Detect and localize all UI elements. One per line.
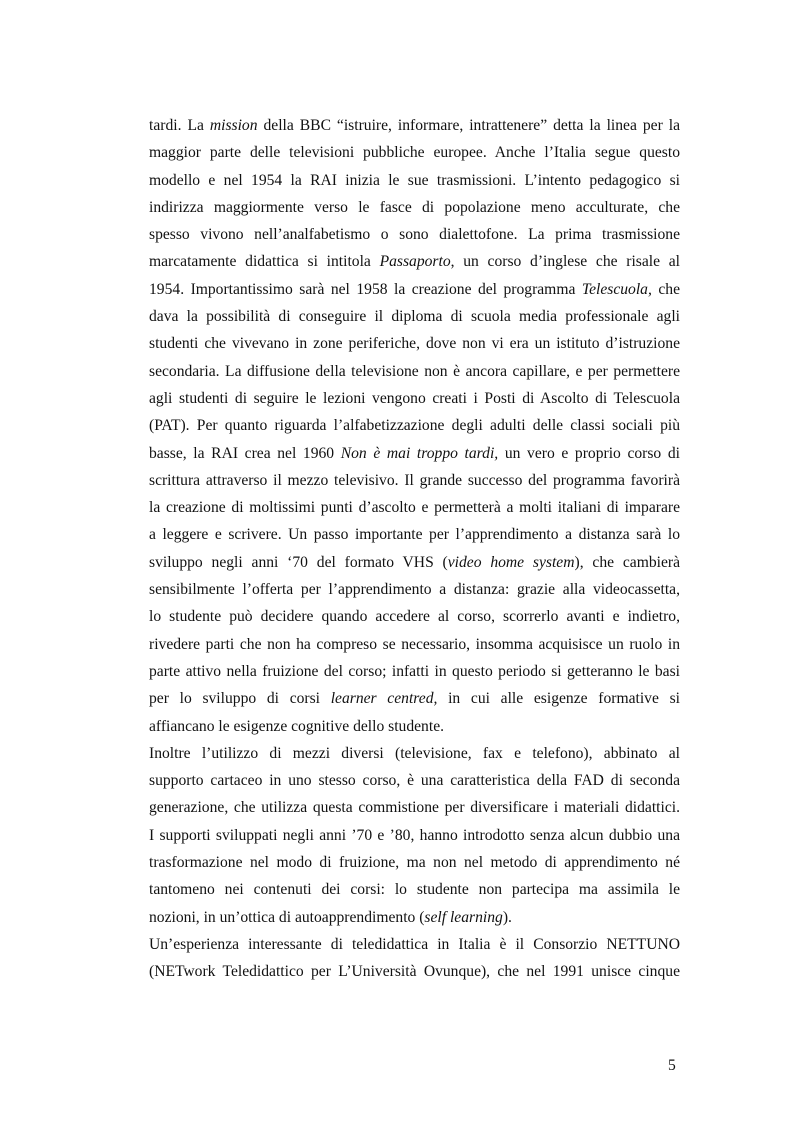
text-run: parte attivo nella fruizione del corso; infatti in questo periodo si getteranno le basi bbox=[149, 662, 680, 680]
text-run: rivedere parti che non ha compreso se necessario, insomma acquisisce un ruolo in bbox=[149, 635, 680, 653]
text-line bbox=[149, 576, 680, 603]
text-line bbox=[149, 330, 680, 357]
text-run: tantomeno nei contenuti dei corsi: lo studente non partecipa ma assimila le bbox=[149, 881, 680, 899]
text-line bbox=[149, 658, 680, 685]
text-line bbox=[149, 494, 680, 521]
text-run: indirizza maggiormente verso le fasce di popolazione meno acculturate, che bbox=[149, 198, 680, 216]
italic-phrase: self learning bbox=[424, 908, 503, 926]
italic-phrase: mission bbox=[209, 117, 258, 134]
text-run: Inoltre l’utilizzo di mezzi diversi (televisione, fax e telefono), abbinato al bbox=[149, 744, 680, 762]
text-run: generazione, che utilizza questa commistione per diversificare i materiali didattici. bbox=[149, 799, 680, 817]
text-run: in cui alle esigenze formative si bbox=[437, 690, 680, 708]
text-line bbox=[149, 767, 680, 794]
text-run: sviluppo negli anni ‘70 del formato VHS ( bbox=[149, 553, 448, 571]
text-run: tardi. La bbox=[149, 117, 210, 134]
text-run: Un’esperienza interessante di teledidattica in Italia è il Consorzio NETTUNO bbox=[149, 935, 680, 953]
text-run: supporto cartaceo in uno stesso corso, è una caratteristica della FAD di seconda bbox=[149, 772, 680, 790]
text-line bbox=[149, 631, 680, 658]
text-line bbox=[149, 276, 680, 303]
text-run: un vero e proprio corso di bbox=[498, 444, 680, 462]
italic-phrase: Passaporto bbox=[379, 253, 451, 271]
text-line bbox=[149, 822, 680, 849]
text-line bbox=[149, 958, 680, 985]
text-run: che bbox=[651, 280, 680, 298]
text-run: agli studenti di seguire le lezioni vengono creati i Posti di Ascolto di Telescuola bbox=[149, 389, 680, 407]
text-line bbox=[149, 467, 680, 494]
text-line bbox=[149, 713, 680, 740]
text-run: studenti che vivevano in zone periferiche, dove non vi era un istituto d’istruzione bbox=[149, 335, 680, 353]
text-line bbox=[149, 221, 680, 248]
italic-phrase: Non è mai troppo tardi, bbox=[340, 444, 499, 462]
text-run: trasformazione nel modo di fruizione, ma non nel metodo di apprendimento né bbox=[149, 854, 680, 872]
text-line bbox=[149, 112, 680, 139]
text-line bbox=[149, 303, 680, 330]
text-run: maggior parte delle televisioni pubbliche europee. Anche l’Italia segue questo bbox=[149, 144, 680, 162]
text-line bbox=[149, 194, 680, 221]
text-line bbox=[149, 685, 680, 712]
text-run: marcatamente didattica si intitola bbox=[149, 253, 380, 271]
text-run: modello e nel 1954 la RAI inizia le sue trasmissioni. L’intento pedagogico si bbox=[149, 171, 680, 189]
text-run: secondaria. La diffusione della televisione non è ancora capillare, e per permettere bbox=[149, 362, 680, 380]
text-line bbox=[149, 167, 680, 194]
text-line bbox=[149, 740, 680, 767]
text-run: per lo sviluppo di corsi bbox=[149, 690, 331, 708]
text-line bbox=[149, 904, 680, 931]
text-run: ), che cambierà bbox=[574, 553, 680, 571]
text-run: basse, la RAI crea nel 1960 bbox=[149, 444, 341, 462]
text-run: 1954. Importantissimo sarà nel 1958 la creazione del programma bbox=[149, 280, 582, 298]
text-run: ). bbox=[502, 908, 512, 926]
italic-phrase: Telescuola, bbox=[581, 280, 652, 298]
text-line bbox=[149, 603, 680, 630]
text-line bbox=[149, 549, 680, 576]
text-line bbox=[149, 849, 680, 876]
text-run: a leggere e scrivere. Un passo importante per l’apprendimento a distanza sarà lo bbox=[149, 526, 680, 544]
document-body bbox=[149, 112, 680, 986]
text-run: scrittura attraverso il mezzo televisivo. Il grande successo del programma favorirà bbox=[149, 471, 680, 489]
text-line bbox=[149, 440, 680, 467]
text-run: della BBC “istruire, informare, intrattenere” detta la linea per la bbox=[257, 117, 680, 134]
text-run: lo studente può decidere quando accedere al corso, scorrerlo avanti e indietro, bbox=[149, 608, 680, 626]
text-run: (PAT). Per quanto riguarda l’alfabetizzazione degli adulti delle classi sociali più bbox=[149, 417, 680, 435]
text-run: spesso vivono nell’analfabetismo o sono dialettofone. La prima trasmissione bbox=[149, 226, 680, 244]
text-line bbox=[149, 385, 680, 412]
text-line bbox=[149, 139, 680, 166]
text-line bbox=[149, 358, 680, 385]
italic-phrase: video home system bbox=[447, 553, 575, 571]
text-line bbox=[149, 521, 680, 548]
text-run: I supporti sviluppati negli anni ’70 e ’80, hanno introdotto senza alcun dubbio una bbox=[149, 826, 680, 844]
text-line bbox=[149, 876, 680, 903]
text-run: sensibilmente l’offerta per l’apprendimento a distanza: grazie alla videocassetta, bbox=[149, 581, 680, 599]
text-run: nozioni, in un’ottica di autoapprendimento ( bbox=[149, 908, 425, 926]
text-run: dava la possibilità di conseguire il diploma di scuola media professionale agli bbox=[149, 308, 680, 326]
page-number: 5 bbox=[668, 1057, 676, 1074]
text-run: , un corso d’inglese che risale al bbox=[450, 253, 680, 271]
text-line bbox=[149, 931, 680, 958]
text-line bbox=[149, 794, 680, 821]
text-line bbox=[149, 248, 680, 275]
italic-phrase: learner centred, bbox=[330, 690, 438, 708]
text-run: la creazione di moltissimi punti d’ascolto e permetterà a molti italiani di imparare bbox=[149, 499, 680, 517]
text-line bbox=[149, 412, 680, 439]
text-run: (NETwork Teledidattico per L’Università Ovunque), che nel 1991 unisce cinque bbox=[149, 963, 680, 981]
text-run: affiancano le esigenze cognitive dello studente. bbox=[149, 717, 445, 735]
